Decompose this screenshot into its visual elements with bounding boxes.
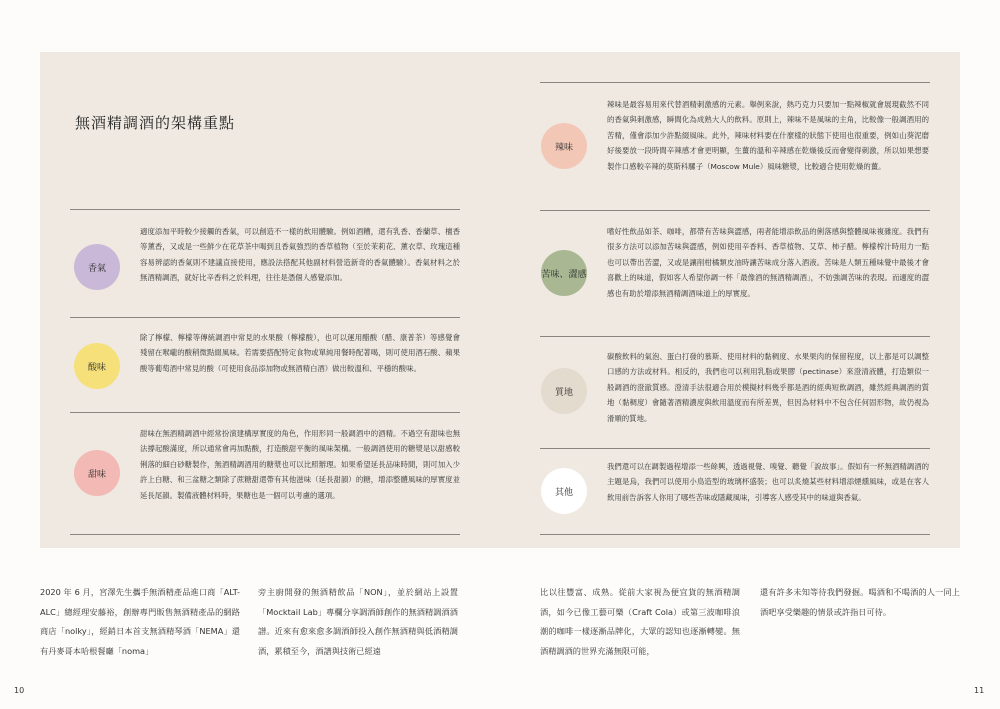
bitter-text: 嗜好性飲品如茶、咖啡，都帶有苦味與澀感，兩者能增添飲品的俐落感與整體風味複雜度。我們有很多方法可以添加苦味與澀感，例如使用辛香料、香草植物、艾草、柿子醋。檸檬榨汁時用力一點也可以帶出苦澀，又或是讓削柑橘類皮油時讓苦味成分落入酒液。苦味是人類五種味覺中最後才會喜歡上的味道，假如客人希望你調一杯「最像酒的無酒精調酒」，不妨強調苦味的表現。而適度的澀感也有助於增添無酒精調酒味道上的厚實度。 <box>607 227 929 298</box>
other-circle <box>541 468 587 514</box>
sweet-text: 甜味在無酒精調酒中經常扮演建構厚實度的角色，作用形同一般調酒中的酒精。不過空有甜味也無法撐起酸滿度，所以通常會再加點酸，打造酸甜平衡的風味架構。一般調酒使用的糖漿是以甜感較俐落的細白砂糖製作，無酒精調酒用的糖漿也可以比照辦理。如果希望延長品味時間，則可加入少許上白糖、和三盆糖之類除了蔗糖甜還帶有其他滋味（延長甜韻）的糖，增添整體風味的厚實度並延長尾韻。製備液體材料時，果糖也是一個可以考慮的選項。 <box>140 429 460 500</box>
spicy-label: 辣味 <box>554 142 573 153</box>
divider <box>540 534 930 535</box>
divider <box>540 210 930 211</box>
aroma-text: 適度添加平時較少接觸的香氣，可以創造不一樣的飲用體驗。例如酒糟，還有乳香、香蘭草、檀香等薰香，又或是一些鮮少在花草茶中喝到且香氣強烈的香草植物（至於茉莉花、薰衣草、玫瑰這種容易辨認的香氣則不建議直接使用，應設法搭配其他副材料營造新奇的香氣體驗）。香氣材料之於無酒精調酒，就好比辛香料之於料理，往往是憑個人感覺添加。 <box>140 227 460 283</box>
aroma-circle <box>74 244 120 290</box>
divider <box>70 534 460 535</box>
spicy-circle <box>541 123 587 169</box>
texture-circle <box>541 368 587 414</box>
sour-text: 除了檸檬、檸檬等傳統調酒中常見的水果酸（檸檬酸），也可以運用醋酸（醋、康普茶）等感覺會殘留在喉嚨的酸稍微點綴風味。若需要搭配特定食物或單純用餐時配著喝，則可使用酒石酸、蘋果酸等葡萄酒中常見的酸（可使用食品添加物或無酒精白酒）做出較溫和、平穩的酸味。 <box>140 333 460 373</box>
bitter-circle <box>541 250 587 296</box>
body-column-1: 2020 年 6 月，宮澤先生攜手無酒精產品進口商「ALT-ALC」總經理安藤裕，創辦專門販售無酒精產品的網路商店「nolky」，經銷日本首支無酒精琴酒「NEMA」還有丹麥哥本哈根餐廳「noma」 <box>40 587 240 656</box>
texture-text: 碳酸飲料的氣泡、蛋白打發的慕斯、使用材料的黏稠度、水果果肉的保留程度，以上都是可以調整口感的方法或材料。相反的，我們也可以利用乳脂或果膠（pectinase）來澄清液體，打造類似一般調酒的澄澈質感。澄清手法很適合用於模擬材料幾乎都是酒的經典短飲調酒，雖然經典調酒的質地（黏稠度）會隨著酒精濃度與飲用溫度而有所差異，但因為材料中不包含任何固形物，故仍視為滑順的質地。 <box>607 352 929 423</box>
sweet-circle <box>74 450 120 496</box>
body-column-4: 還有許多未知等待我們發掘。喝酒和不喝酒的人一同上酒吧享受樂趣的情景或許指日可待。 <box>760 587 960 617</box>
divider <box>70 317 460 318</box>
sweet-label: 甜味 <box>87 469 106 480</box>
other-label: 其他 <box>554 487 573 498</box>
divider <box>540 448 930 449</box>
divider <box>70 209 460 210</box>
bitter-label: 苦味、澀感 <box>541 269 587 280</box>
aroma-label: 香氣 <box>87 263 106 274</box>
sour-circle <box>74 343 120 389</box>
divider <box>540 82 930 83</box>
body-column-2: 旁主廚開發的無酒精飲品「NON」，並於網站上設置「Mocktail Lab」專欄分享調酒師創作的無酒精調酒酒譜。近來有愈來愈多調酒師投入創作無酒精與低酒精調酒，累積至今，酒譜與技術已經遠 <box>258 587 458 656</box>
divider <box>540 336 930 337</box>
sour-label: 酸味 <box>87 362 106 373</box>
texture-label: 質地 <box>554 387 573 398</box>
page-number-left: 10 <box>14 686 25 695</box>
page-number-right: 11 <box>974 686 985 695</box>
page-title: 無酒精調酒的架構重點 <box>75 114 236 132</box>
body-column-3: 比以往豐富、成熟。從前大家視為便宜貨的無酒精調酒，如今已像工藝可樂（Craft Cola）或第三波咖啡浪潮的咖啡一樣逐漸品牌化，大眾的認知也逐漸轉變。無酒精調酒的世界充滿無限可能， <box>540 587 740 656</box>
other-text: 我們還可以在調製過程增添一些餘興，透過視覺、嗅覺、聽覺「說故事」。假如有一杯無酒精調酒的主題是烏，我們可以使用小鳥造型的玻璃杯盛裝；也可以炙燒某些材料增添煙燻風味，或是在客人飲用前告訴客人你用了哪些苦味或隱藏風味，引導客人感受其中的味道與香氣。 <box>607 462 929 502</box>
spicy-text: 辣味是最容易用來代替酒精刺激感的元素。舉例來說，熱巧克力只要加一點辣椒就會展現截然不同的香氣與刺激感，瞬間化為成熟大人的飲料。原則上，辣味不是風味的主角，比較像一般調酒用的苦精，僅會添加少許點綴風味。此外，辣味材料要在什麼樣的狀態下使用也很重要，例如山葵泥磨好後要放一段時間辛辣感才會更明顯，生薑的溫和辛辣感在乾燥後反而會變得刺激，所以如果想要製作口感較辛辣的莫斯科騾子（Moscow Mule）風味糖漿，比較適合使用乾燥的薑。 <box>607 100 929 171</box>
divider <box>70 412 460 413</box>
